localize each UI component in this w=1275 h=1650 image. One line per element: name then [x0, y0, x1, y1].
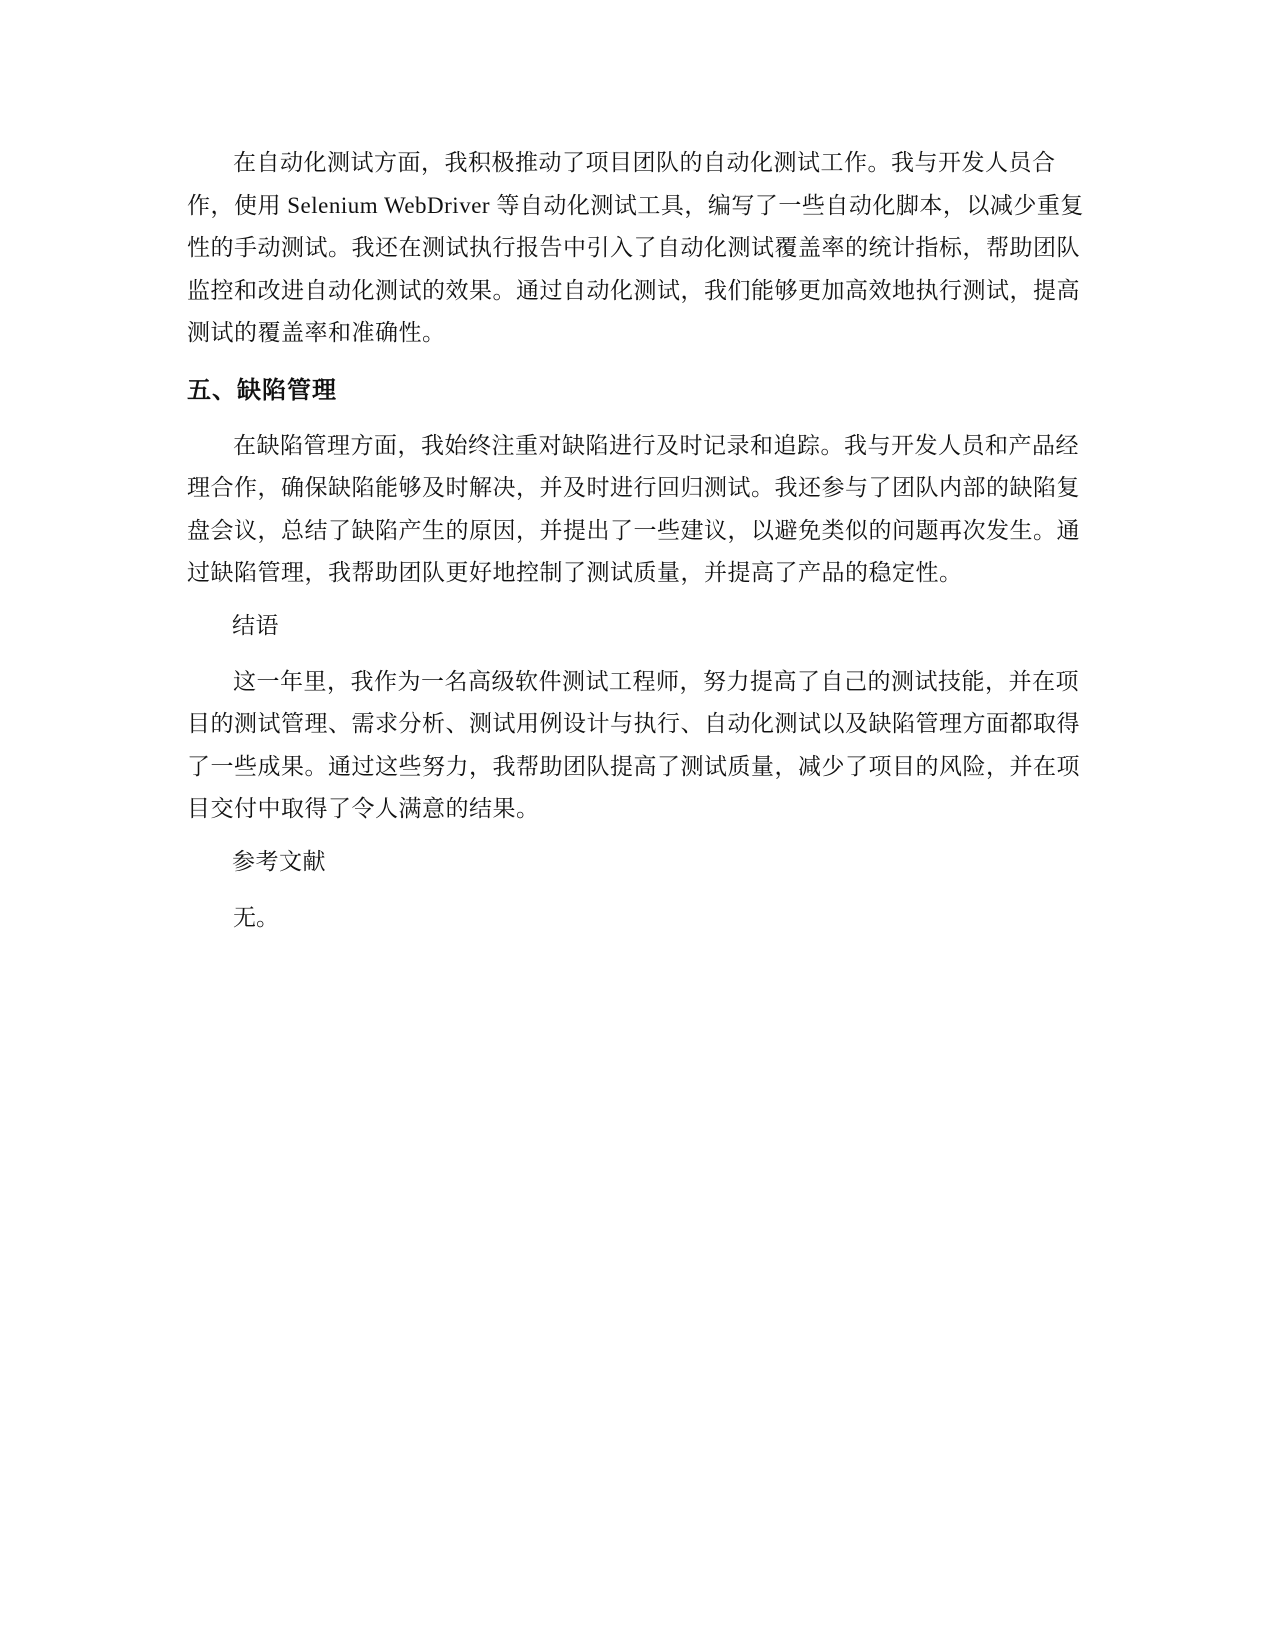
conclusion-label: 结语: [232, 612, 279, 638]
paragraph-conclusion: 这一年里，我作为一名高级软件测试工程师，努力提高了自己的测试技能，并在项目的测试管理、需求分析、测试用例设计与执行、自动化测试以及缺陷管理方面都取得了一些成果。通过这些努力，我帮助团队提高了测试质量，减少了项目的风险，并在项目交付中取得了令人满意的结果。: [187, 668, 1080, 821]
document-body: [187, 142, 1087, 939]
references-text: 无。: [233, 904, 279, 930]
paragraph-automation-testing: 在自动化测试方面，我积极推动了项目团队的自动化测试工作。我与开发人员合作，使用 Selenium WebDriver 等自动化测试工具，编写了一些自动化脚本，以减少重复性的手动测试。我还在测试执行报告中引入了自动化测试覆盖率的统计指标，帮助团队监控和改进自动化测试的效果。通过自动化测试，我们能够更加高效地执行测试，提高测试的覆盖率和准确性。: [187, 150, 1084, 345]
references-label: 参考文献: [232, 848, 326, 874]
paragraph-defect-management: 在缺陷管理方面，我始终注重对缺陷进行及时记录和追踪。我与开发人员和产品经理合作，确保缺陷能够及时解决，并及时进行回归测试。我还参与了团队内部的缺陷复盘会议，总结了缺陷产生的原因，并提出了一些建议，以避免类似的问题再次发生。通过缺陷管理，我帮助团队更好地控制了测试质量，并提高了产品的稳定性。: [187, 432, 1080, 585]
section-heading-defect-management: 五、缺陷管理: [187, 375, 337, 404]
